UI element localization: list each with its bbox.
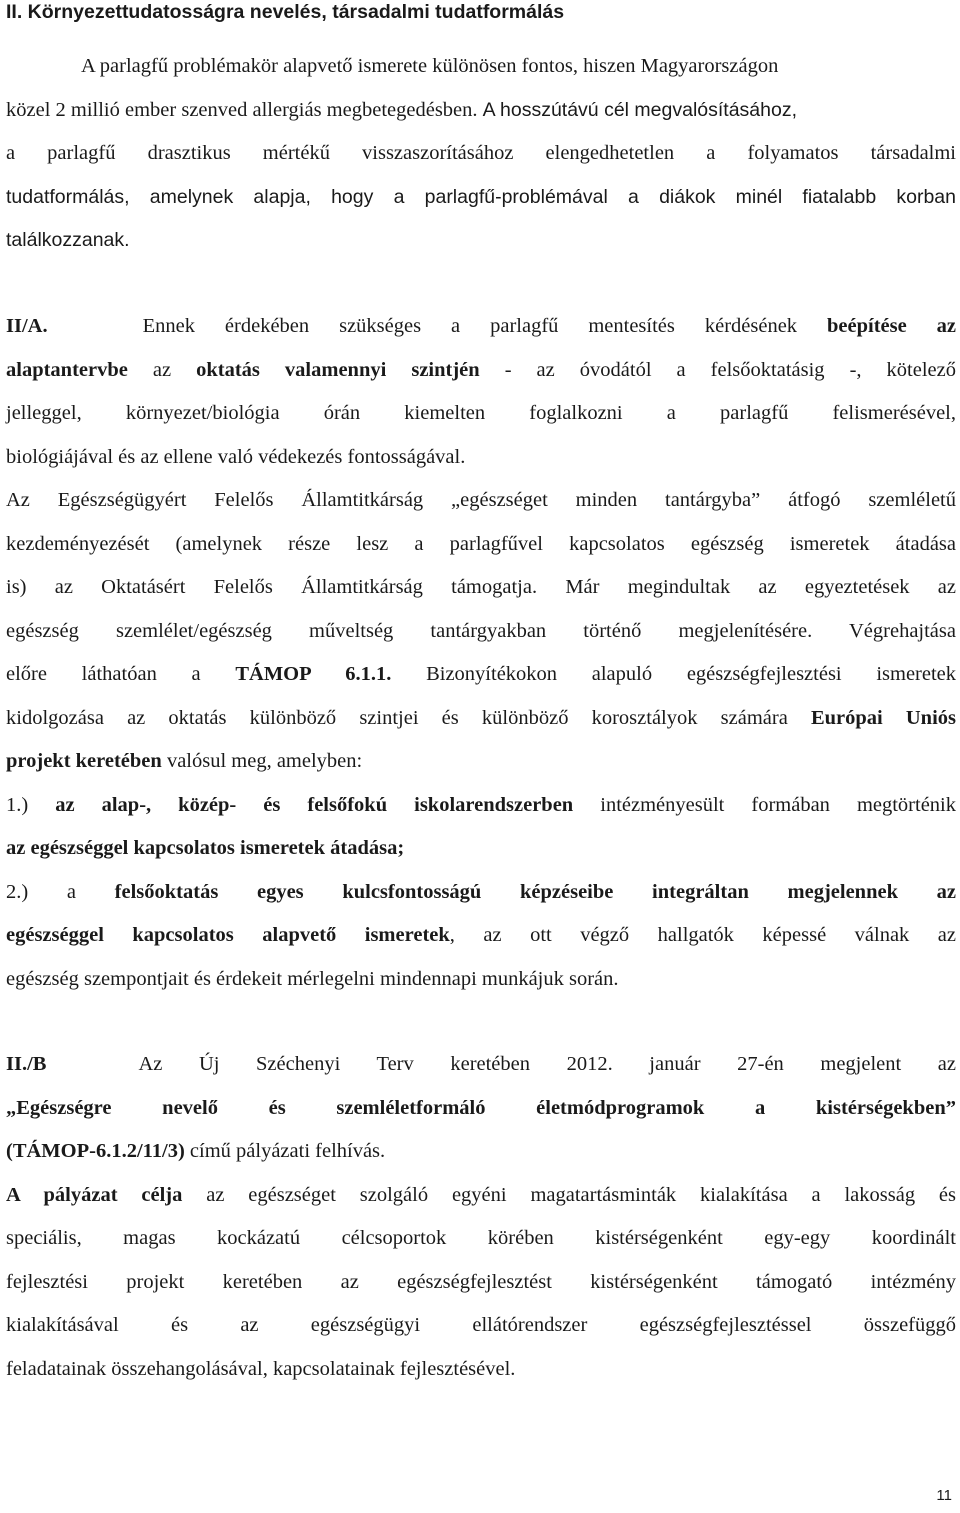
intro-paragraph [6,45,956,263]
section-a-line: Az Egészségügyért Felelős Államtitkárság „egészséget minden tantárgyba” átfogó szemléletű [6,489,956,511]
section-b [6,1043,956,1391]
section-b-line: speciális, magas kockázatú célcsoportok körében kistérségenként egy-egy koordinált [6,1227,956,1249]
intro-line: tudatformálás, amelynek alapja, hogy a parlagfű-problémával a diákok minél fiatalabb korban [6,185,956,208]
intro-line: a parlagfű drasztikus mértékű visszaszorításához elengedhetetlen a folyamatos társadalmi [6,142,956,164]
section-b-label: II./B [6,1053,47,1075]
section-a-line: jelleggel, környezet/biológia órán kiemelten foglalkozni a parlagfű felismerésével, [6,402,956,424]
section-b-line: feladatainak összehangolásával, kapcsolatainak fejlesztésével. [6,1357,516,1380]
intro-line: közel 2 millió ember szenved allergiás megbetegedésben. A hosszútávú cél megvalósításához, [6,98,797,121]
section-a-line: kezdeményezését (amelynek része lesz a parlagfűvel kapcsolatos egészség ismeretek átadása [6,532,956,555]
section-a-line: biológiájával és az ellene való védekezés fontosságával. [6,445,466,468]
section-a-line: 1.) az alap-, közép- és felsőfokú iskolarendszerben intézményesült formában megtörténik [6,793,957,816]
intro-line: találkozzanak. [6,229,130,251]
section-a-line: 2.) a felsőoktatás egyes kulcsfontosságú képzéseibe integráltan megjelennek az [6,880,956,903]
section-a-line: az egészséggel kapcsolatos ismeretek átadása; [6,837,405,859]
section-a-line: kidolgozása az oktatás különböző szintjei és különböző korosztályok számára Európai Uniós [6,706,957,729]
section-heading: II. Környezettudatosságra nevelés, társadalmi tudatformálás [6,1,565,23]
section-a-line: egészség szemlélet/egészség műveltség tantárgyakban történő megjelenítésére. Végrehajtása [6,619,956,642]
section-a [6,305,956,1001]
section-a-line: előre láthatóan a TÁMOP 6.1.1. Bizonyítékokon alapuló egészségfejlesztési ismeretek [6,663,957,685]
section-b-line: (TÁMOP-6.1.2/11/3) című pályázati felhívás. [6,1140,386,1162]
section-a-line: alaptantervbe az oktatás valamennyi szintjén - az óvodától a felsőoktatásig -, kötelező [6,358,956,381]
section-b-line: kialakításával és az egészségügyi ellátórendszer egészségfejlesztéssel összefüggő [6,1314,956,1336]
section-b-line: II./B Az Új Széchenyi Terv keretében 2012. január 27-én megjelent az [6,1053,956,1075]
section-a-label: II/A. [6,315,48,337]
section-a-line: egészséggel kapcsolatos alapvető ismeretek, az ott végző hallgatók képessé válnak az [6,924,956,946]
section-a-line: egészség szempontjait és érdekeit mérlegelni mindennapi munkájuk során. [6,967,619,990]
section-b-line: „Egészségre nevelő és szemléletformáló életmódprogramok a kistérségekben” [6,1096,956,1119]
section-b-line: fejlesztési projekt keretében az egészségfejlesztést kistérségenként támogató intézmény [6,1270,956,1293]
page-number: 11 [936,1487,952,1504]
section-a-line: is) az Oktatásért Felelős Államtitkárság támogatja. Már megindultak az egyeztetések az [6,576,956,598]
section-a-line: II/A. Ennek érdekében szükséges a parlagfű mentesítés kérdésének beépítése az [6,315,957,337]
section-a-line: projekt keretében valósul meg, amelyben: [6,750,363,772]
section-b-line: A pályázat célja az egészséget szolgáló egyéni magatartásminták kialakítása a lakosság és [6,1183,956,1206]
intro-line: A parlagfű problémakör alapvető ismerete különösen fontos, hiszen Magyarországon [81,55,779,77]
